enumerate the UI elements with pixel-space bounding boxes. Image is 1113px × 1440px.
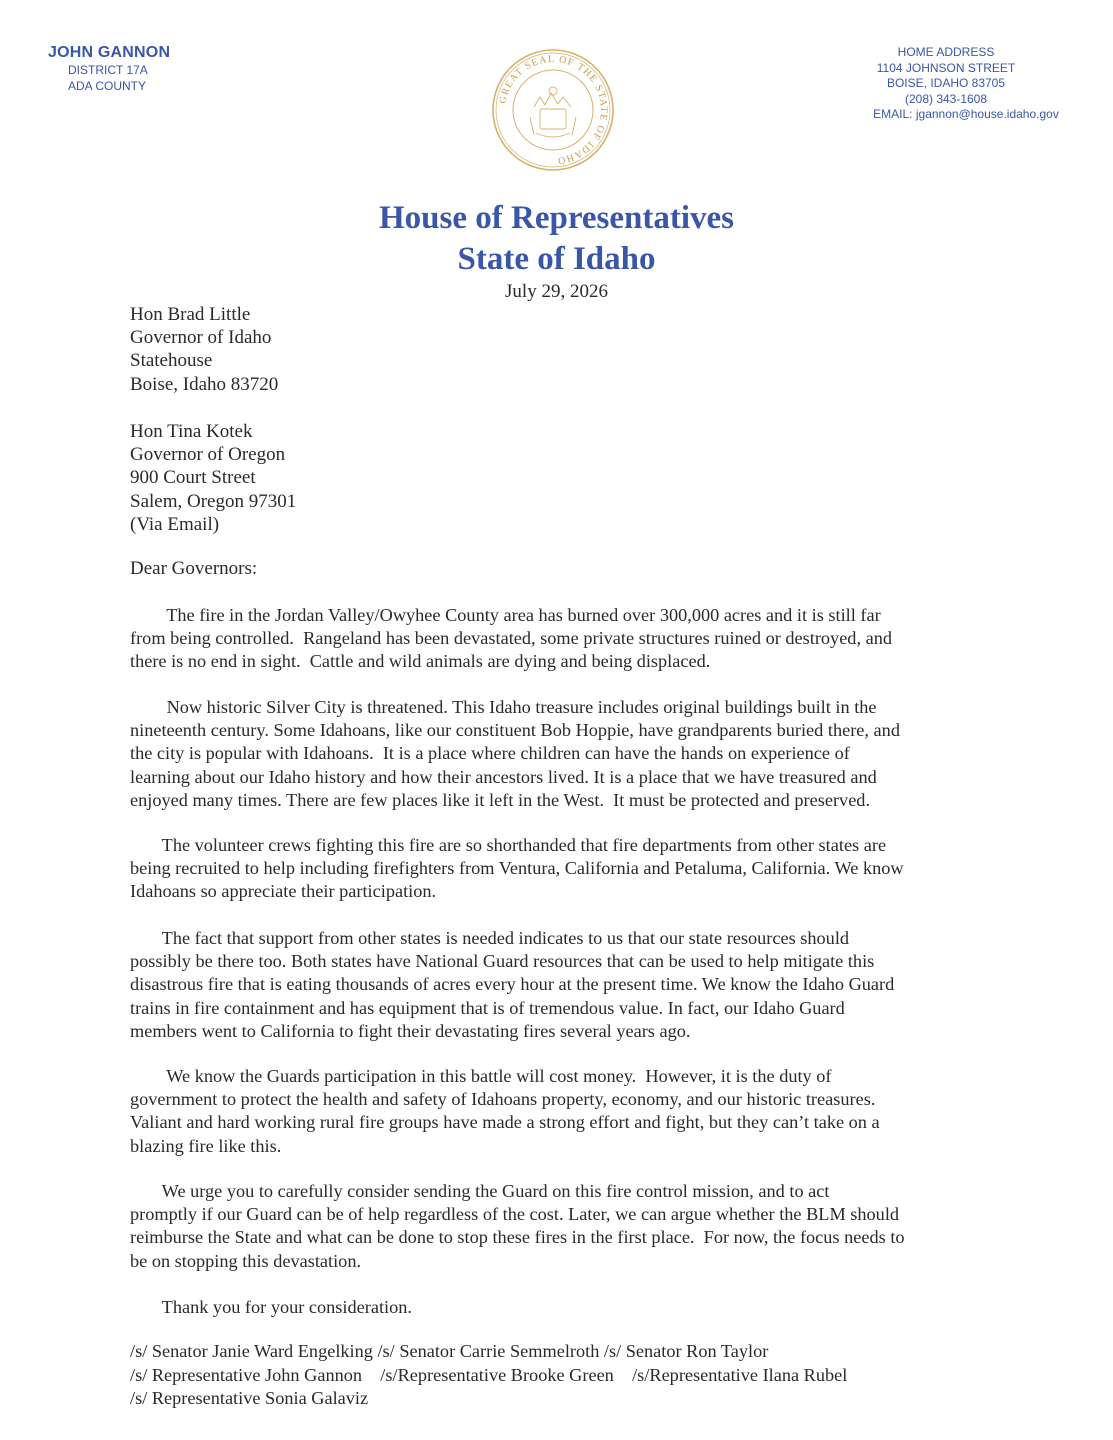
recipient-line: Boise, Idaho 83720 [130, 373, 279, 395]
paragraph-line: members went to California to fight their devastating fires several years ago. [130, 1020, 691, 1041]
recipient-line: Governor of Oregon [130, 444, 286, 466]
paragraph-closing [130, 1296, 986, 1319]
paragraph-3 [130, 834, 986, 904]
paragraph-line: Thank you for your consideration. [130, 1297, 412, 1317]
paragraph-6 [130, 1180, 986, 1273]
home-address-email: EMAIL: jgannon@house.idaho.gov [873, 107, 1059, 121]
paragraph-line: We know the Guards participation in this battle will cost money. However, it is the duty of [130, 1066, 832, 1086]
salutation: Dear Governors: [130, 558, 258, 579]
sender-district: DISTRICT 17A [68, 63, 148, 77]
paragraph-line: Valiant and hard working rural fire groups have made a strong effort and fight, but they can’t take on a [130, 1112, 880, 1133]
paragraph-line: government to protect the health and safety of Idahoans property, economy, and our historic treasures. [130, 1089, 876, 1110]
home-address-block [831, 45, 1061, 123]
home-address-label: HOME ADDRESS [897, 45, 995, 59]
paragraph-line: possibly be there too. Both states have National Guard resources that can be used to help mitigate this [130, 951, 875, 972]
recipient-idaho [130, 303, 278, 396]
paragraph-line: The volunteer crews fighting this fire are so shorthanded that fire departments from other states are [130, 835, 887, 855]
paragraph-line: being recruited to help including firefighters from Ventura, California and Petaluma, California. We know [130, 858, 904, 879]
home-address-city: BOISE, IDAHO 83705 [886, 76, 1006, 90]
home-address-street: 1104 JOHNSON STREET [876, 60, 1016, 75]
paragraph-line: promptly if our Guard can be of help regardless of the cost. Later, we can argue whether the BLM should [130, 1204, 900, 1225]
sender-block [48, 44, 170, 94]
paragraph-5 [130, 1065, 986, 1158]
signature-block [130, 1340, 847, 1411]
recipient-line: 900 Court Street [130, 467, 256, 489]
paragraph-line: blazing fire like this. [130, 1135, 282, 1156]
home-address-phone: (208) 343-1608 [904, 91, 988, 106]
paragraph-line: the city is popular with Idahoans. It is a place where children can have the hands on experience of [130, 743, 850, 764]
signature-row: /s/ Representative Sonia Galaviz [130, 1388, 369, 1408]
recipient-line: Governor of Idaho [130, 327, 272, 349]
sender-name: JOHN GANNON [48, 44, 171, 61]
paragraph-line: Now historic Silver City is threatened. This Idaho treasure includes original buildings built in the [130, 697, 877, 717]
state-seal-icon [490, 47, 616, 173]
paragraph-line: trains in fire containment and has equipment that is of tremendous value. In fact, our Idaho Guard [130, 997, 845, 1018]
paragraph-line: Idahoans so appreciate their participation. [130, 881, 437, 902]
paragraph-4 [130, 927, 986, 1043]
paragraph-line: disastrous fire that is eating thousands of acres every hour at the present time. We know the Idaho Guard [130, 974, 895, 995]
paragraph-line: from being controlled. Rangeland has been devastated, some private structures ruined or destroyed, and [130, 628, 892, 649]
paragraph-line: reimburse the State and what can be done to stop these fires in the first place. For now, the focus needs to [130, 1227, 905, 1248]
title-line-2: State of Idaho [457, 241, 656, 277]
signature-row: /s/ Representative John Gannon /s/Representative Brooke Green /s/Representative Ilana Rubel [130, 1364, 848, 1385]
paragraph-2 [130, 696, 986, 812]
letterhead-title [0, 198, 1113, 280]
recipient-line: (Via Email) [130, 513, 220, 535]
paragraph-line: The fact that support from other states is needed indicates to us that our state resources should [130, 928, 850, 948]
paragraph-line: nineteenth century. Some Idahoans, like our constituent Bob Hoppie, have grandparents buried there, and [130, 720, 900, 741]
recipient-line: Salem, Oregon 97301 [130, 490, 297, 512]
letter-date: July 29, 2026 [505, 281, 608, 302]
signature-row: /s/ Senator Janie Ward Engelking /s/ Senator Carrie Semmelroth /s/ Senator Ron Taylor [130, 1341, 769, 1361]
title-line-1: House of Representatives [378, 200, 734, 236]
paragraph-line: learning about our Idaho history and how their ancestors lived. It is a place that we have treasured and [130, 766, 877, 787]
recipient-line: Statehouse [130, 350, 213, 372]
paragraph-line: be on stopping this devastation. [130, 1250, 362, 1271]
paragraph-1 [130, 604, 986, 674]
paragraph-line: We urge you to carefully consider sending the Guard on this fire control mission, and to act [130, 1181, 830, 1201]
paragraph-line: enjoyed many times. There are few places like it left in the West. It must be protected and preserved. [130, 789, 871, 810]
recipient-line: Hon Brad Little [130, 304, 251, 325]
paragraph-line: there is no end in sight. Cattle and wild animals are dying and being displaced. [130, 651, 711, 672]
recipient-line: Hon Tina Kotek [130, 421, 253, 442]
recipient-oregon [130, 420, 296, 536]
sender-county: ADA COUNTY [68, 79, 147, 93]
svg-text:GREAT SEAL OF THE STATE OF IDA: GREAT SEAL OF THE STATE OF IDAHO [497, 53, 610, 166]
paragraph-line: The fire in the Jordan Valley/Owyhee County area has burned over 300,000 acres and it is still far [130, 605, 881, 625]
